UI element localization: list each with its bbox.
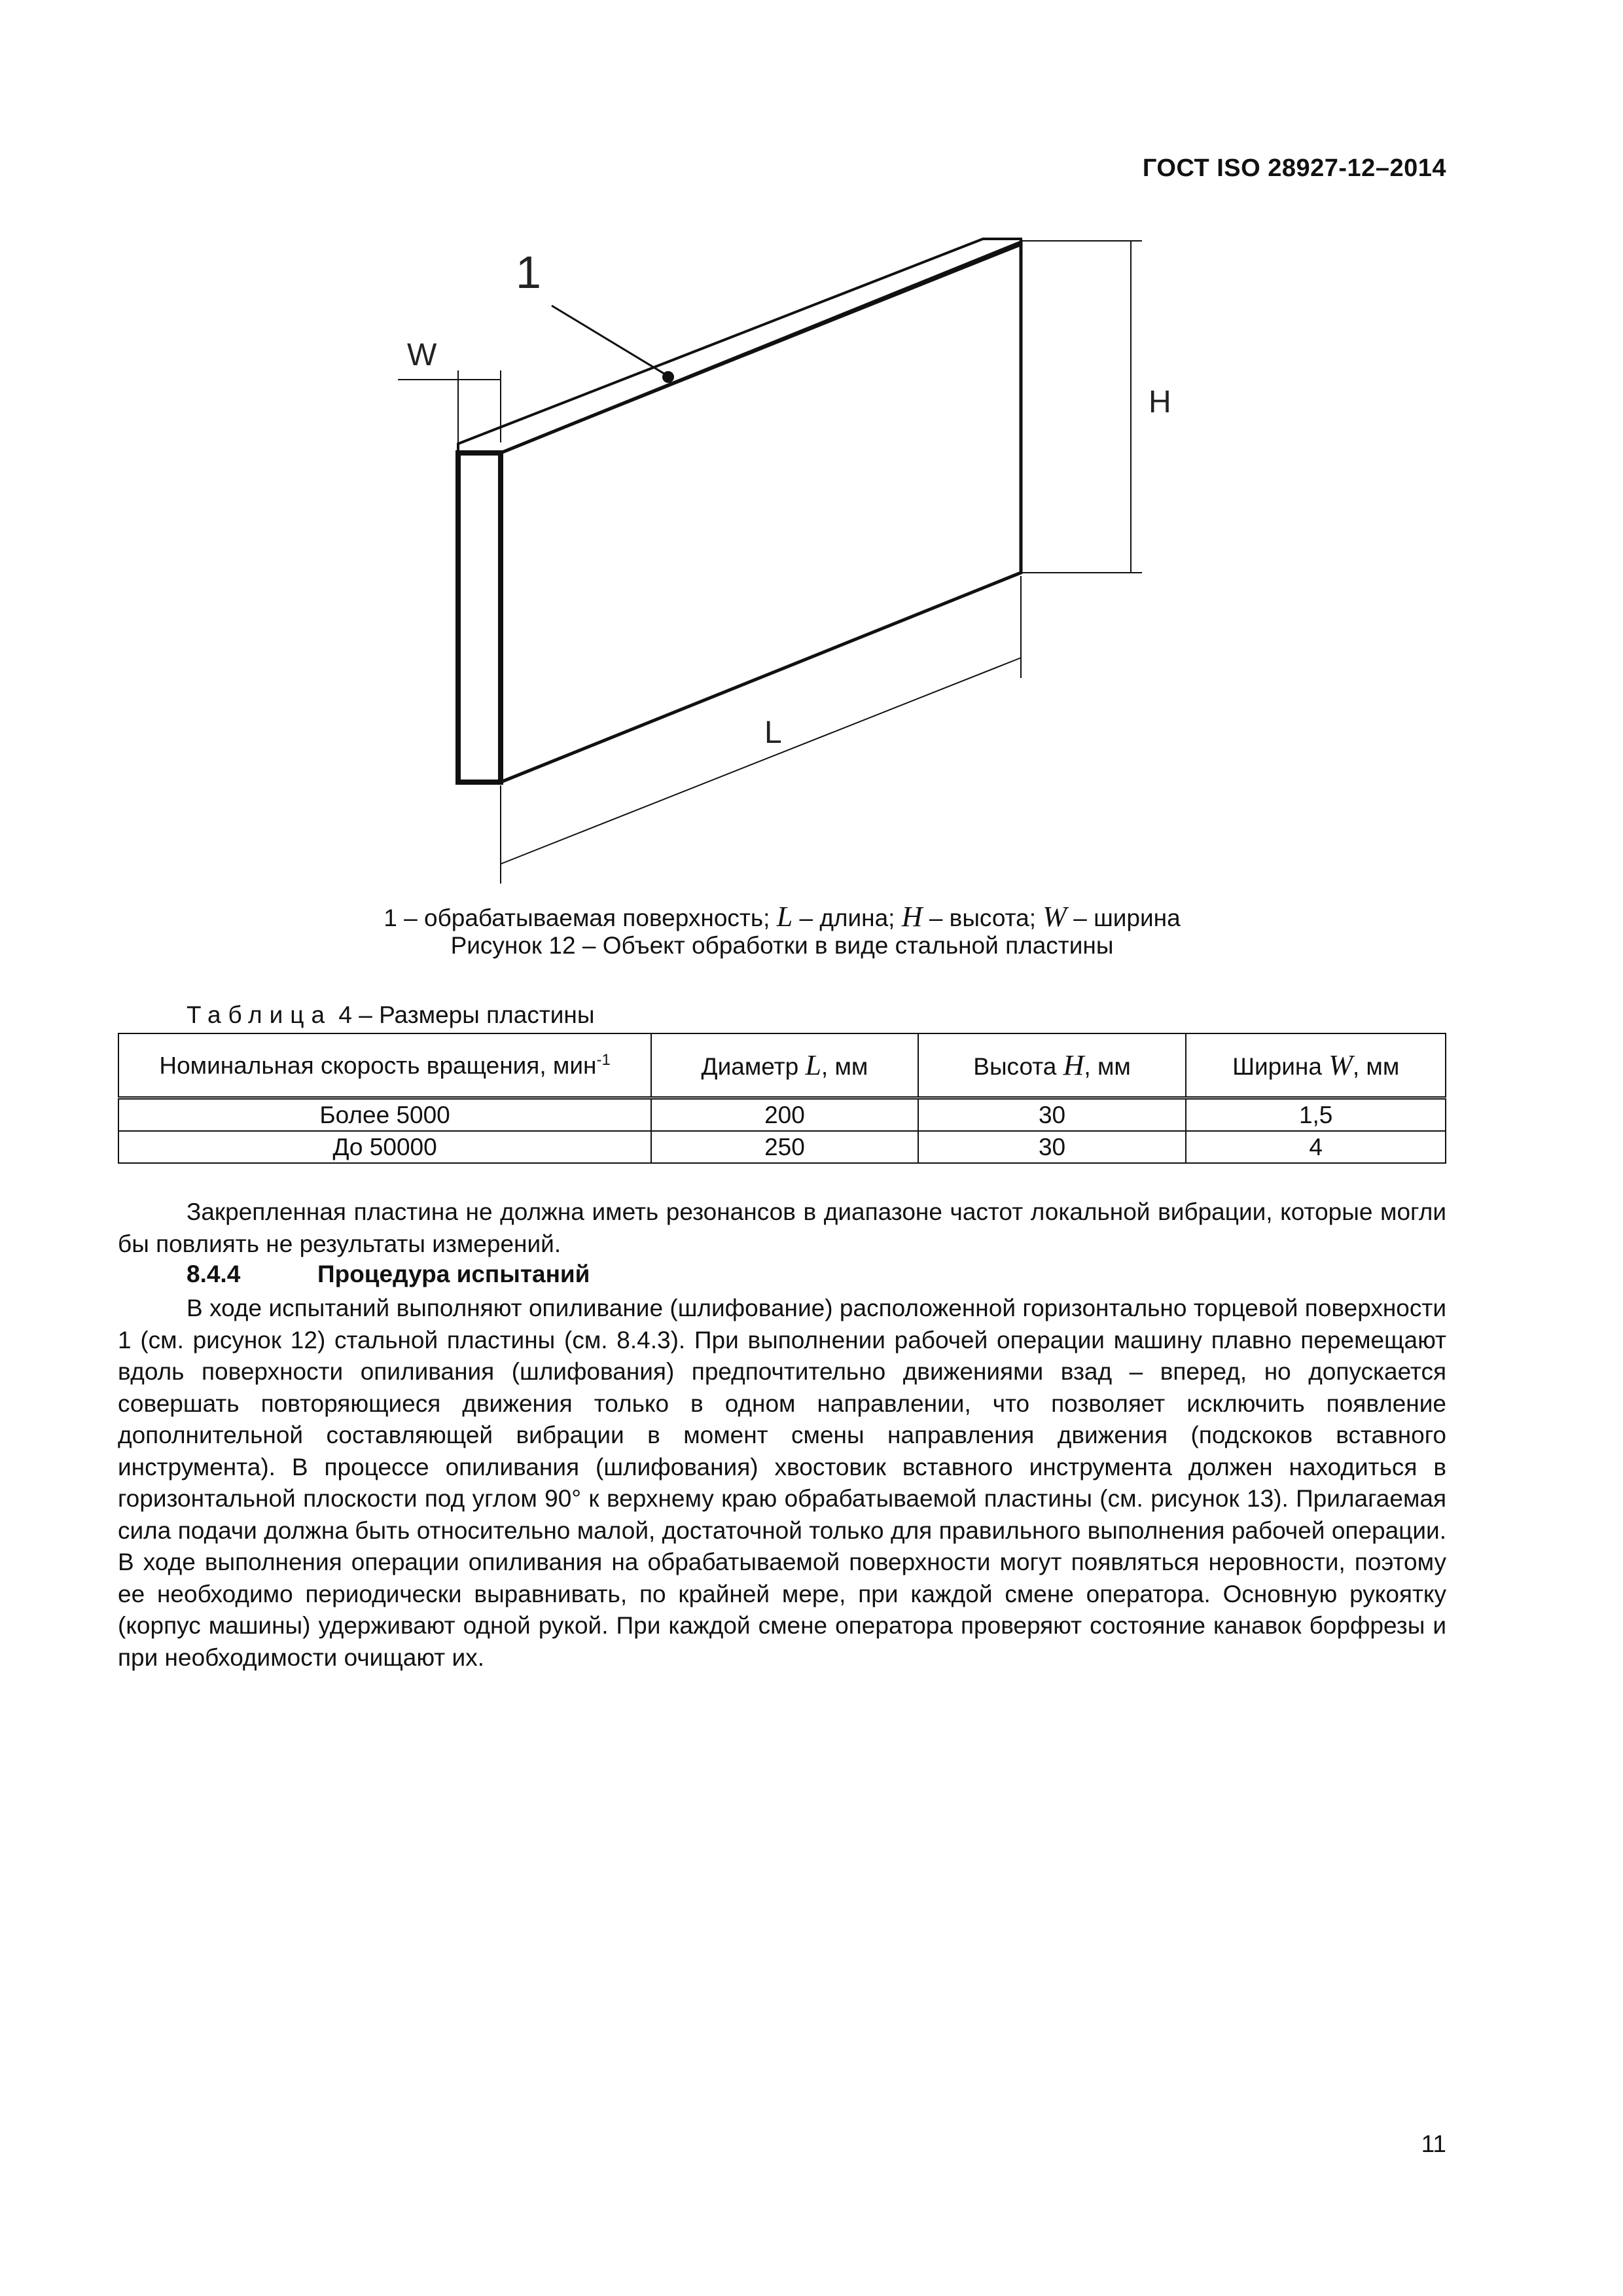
steel-plate-figure bbox=[366, 223, 1296, 890]
legend-var-h: H bbox=[901, 901, 923, 933]
cell-speed: До 50000 bbox=[118, 1131, 651, 1163]
plate-front-face bbox=[501, 242, 1021, 782]
header-speed-text: Номинальная скорость вращения, мин bbox=[159, 1052, 597, 1079]
section-heading bbox=[187, 1261, 590, 1288]
cell-speed: Более 5000 bbox=[118, 1098, 651, 1132]
figure-title: Рисунок 12 – Объект обработки в виде стальной пластины bbox=[450, 932, 1114, 959]
header-width-unit: , мм bbox=[1352, 1053, 1400, 1080]
w-label: W bbox=[407, 338, 437, 372]
surface-marker bbox=[662, 371, 674, 383]
plate-drawing bbox=[366, 223, 1296, 890]
callout-label: 1 bbox=[516, 247, 541, 298]
section-number: 8.4.4 bbox=[187, 1261, 241, 1287]
header-var-w: W bbox=[1329, 1049, 1353, 1081]
header-width bbox=[1186, 1033, 1446, 1098]
header-height-text: Высота bbox=[973, 1053, 1057, 1080]
table-caption: – Размеры пластины bbox=[359, 1001, 595, 1028]
cell-diameter: 200 bbox=[651, 1098, 918, 1132]
table-row bbox=[118, 1098, 1446, 1132]
plate-end-face bbox=[458, 453, 501, 782]
cell-height: 30 bbox=[918, 1098, 1186, 1132]
plate-dimensions-table bbox=[118, 1033, 1446, 1164]
header-diameter-text: Диаметр bbox=[701, 1053, 799, 1080]
header-speed-exp: -1 bbox=[596, 1050, 611, 1069]
table-header-row bbox=[118, 1033, 1446, 1098]
paragraph-procedure bbox=[118, 1293, 1446, 1674]
legend-var-l: L bbox=[776, 901, 793, 933]
section-title: Процедура испытаний bbox=[317, 1261, 590, 1287]
document-id: ГОСТ ISO 28927-12–2014 bbox=[1142, 154, 1446, 182]
table-row bbox=[118, 1131, 1446, 1163]
header-height bbox=[918, 1033, 1186, 1098]
figure-legend bbox=[118, 900, 1446, 933]
l-dimension-line bbox=[501, 658, 1021, 864]
table-label: Таблица bbox=[187, 1001, 332, 1028]
header-speed bbox=[118, 1033, 651, 1098]
paragraph-procedure-text: В ходе испытаний выполняют опиливание (шлифование) расположенной горизонтально торцевой поверхности 1 (см. рисунок 12) стальной пластины (см. 8.4.3). При выполнении рабочей операции машину плавно перемещают вдоль поверхности опиливания (шлифования) предпочтительно движениями взад – вперед, но допускается совершать повторяющиеся движения только в одном направлении, что позволяет исключить появление дополнительной составляющей вибрации в момент смены направления движения (подскоков вставного инструмента). В процессе опиливания (шлифования) хвостовик вставного инструмента должен находиться в горизонтальной плоскости под углом 90° к верхнему краю обрабатываемой пластины (см. рисунок 13). Прилагаемая сила подачи должна быть относительно малой, достаточной только для правильного выполнения рабочей операции. В ходе выполнения операции опиливания на обрабатываемой поверхности могут появляться неровности, поэтому ее необходимо периодически выравнивать, по крайней мере, при каждой смене оператора. Основную рукоятку (корпус машины) удерживают одной рукой. При каждой смене оператора проверяют состояние канавок борфрезы и при необходимости очищают их. bbox=[118, 1295, 1446, 1671]
table-number: 4 bbox=[338, 1001, 352, 1028]
paragraph-resonance bbox=[118, 1196, 1446, 1260]
header-width-text: Ширина bbox=[1232, 1053, 1322, 1080]
legend-width: – ширина bbox=[1073, 905, 1181, 931]
header-height-unit: , мм bbox=[1084, 1053, 1131, 1080]
h-label: H bbox=[1149, 385, 1171, 420]
table-title bbox=[187, 1001, 594, 1029]
cell-width: 4 bbox=[1186, 1131, 1446, 1163]
header-diameter-unit: , мм bbox=[821, 1053, 868, 1080]
paragraph-resonance-text: Закрепленная пластина не должна иметь резонансов в диапазоне частот локальной вибрации, которые могли бы повлиять не результаты измерений. bbox=[118, 1198, 1446, 1257]
legend-height: – высота; bbox=[929, 905, 1036, 931]
callout-leader bbox=[552, 306, 668, 376]
page-number: 11 bbox=[1421, 2130, 1446, 2157]
cell-height: 30 bbox=[918, 1131, 1186, 1163]
header-var-h: H bbox=[1063, 1049, 1084, 1081]
l-label: L bbox=[764, 715, 782, 750]
legend-length: – длина; bbox=[799, 905, 895, 931]
legend-surface: 1 – обрабатываемая поверхность; bbox=[383, 905, 770, 931]
cell-width: 1,5 bbox=[1186, 1098, 1446, 1132]
header-var-l: L bbox=[805, 1049, 821, 1081]
cell-diameter: 250 bbox=[651, 1131, 918, 1163]
plate-top-edge bbox=[458, 239, 1021, 453]
legend-var-w: W bbox=[1043, 901, 1067, 933]
header-diameter bbox=[651, 1033, 918, 1098]
